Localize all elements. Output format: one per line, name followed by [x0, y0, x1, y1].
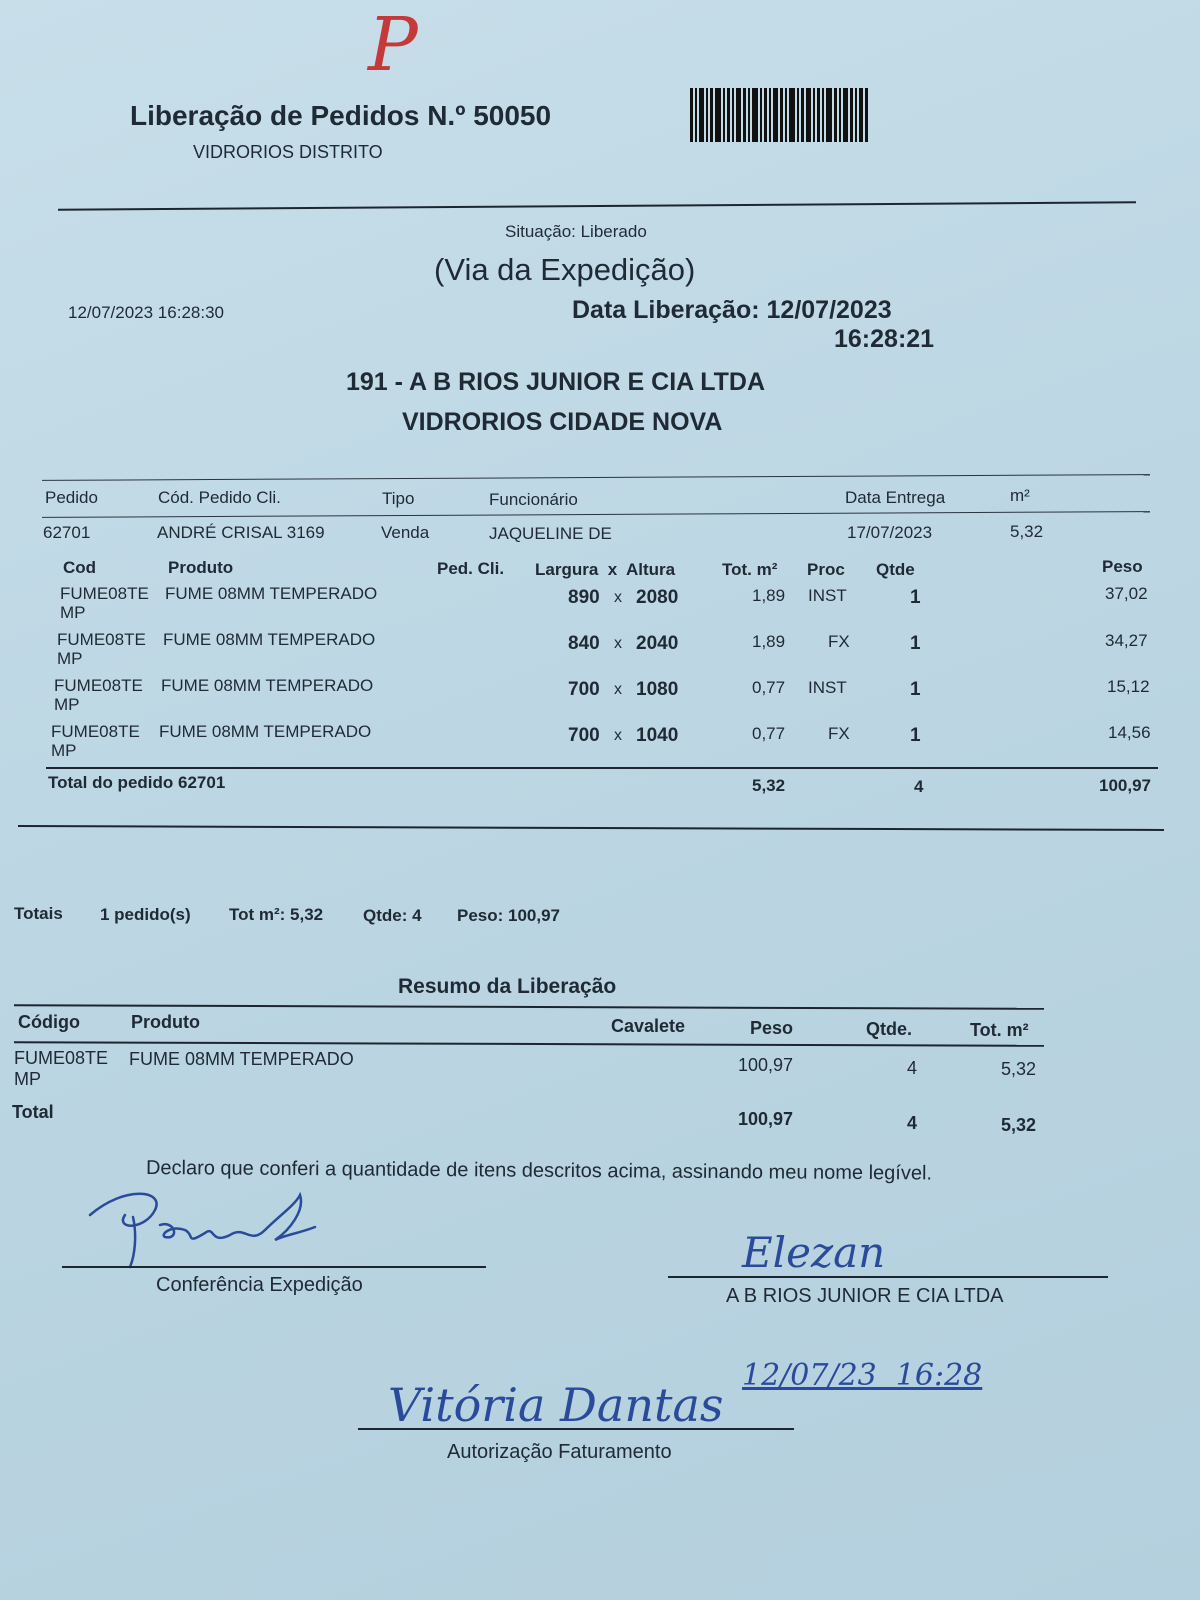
company-name: VIDRORIOS DISTRITO: [193, 142, 383, 162]
col-m2: m²: [1010, 486, 1030, 505]
col-peso: Peso: [1102, 557, 1143, 576]
item-x: x: [614, 589, 622, 606]
summary-tot-m2: 5,32: [1001, 1059, 1037, 1079]
item-x: x: [614, 727, 622, 744]
item-cod: FUME08TE: [54, 676, 143, 695]
item-peso: 34,27: [1105, 631, 1148, 650]
summary-qtde: 4: [907, 1058, 918, 1078]
item-largura: 890: [568, 587, 600, 608]
item-qtde: 1: [910, 587, 921, 608]
header-divider: [58, 201, 1136, 211]
summary-col-produto: Produto: [131, 1012, 200, 1032]
items-total-divider: [46, 767, 1158, 769]
summary-top-divider: [14, 1004, 1044, 1010]
item-altura: 2040: [636, 633, 679, 654]
summary-col-qtde: Qtde.: [866, 1019, 913, 1039]
client-name: 191 - A B RIOS JUNIOR E CIA LTDA: [346, 368, 766, 396]
conferencia-signature-line: [62, 1266, 486, 1268]
release-time: 16:28:21: [834, 325, 935, 353]
item-cod: FUME08TE: [51, 722, 140, 741]
handwritten-datetime: 12/07/23 16:28: [742, 1358, 983, 1393]
summary-title: Resumo da Liberação: [398, 975, 617, 998]
col-funcionario: Funcionário: [489, 490, 578, 509]
item-qtde: 1: [910, 633, 921, 654]
summary-peso: 100,97: [738, 1055, 794, 1075]
item-tot-m2: 1,89: [752, 632, 786, 651]
handwritten-mark: P: [368, 2, 418, 88]
item-cod-suffix: MP: [54, 695, 80, 714]
autorizacao-signature-line: [358, 1428, 794, 1430]
item-altura: 1080: [636, 679, 679, 700]
order-total-m2: 5,32: [752, 776, 786, 795]
totals-peso: Peso: 100,97: [457, 906, 561, 925]
col-produto: Produto: [168, 558, 234, 577]
col-ped-cli: Ped. Cli.: [437, 559, 505, 578]
item-proc: INST: [808, 678, 847, 697]
item-cod-suffix: MP: [60, 603, 86, 622]
document-title: Liberação de Pedidos N.º 50050: [130, 100, 552, 131]
totals-label: Totais: [14, 904, 63, 923]
client-signature-label: A B RIOS JUNIOR E CIA LTDA: [726, 1285, 1004, 1307]
order-header-divider: [42, 511, 1150, 518]
autorizacao-signature: Vitória Dantas: [388, 1378, 724, 1432]
conferencia-label: Conferência Expedição: [156, 1274, 363, 1296]
conferencia-signature: [85, 1185, 345, 1275]
client-signature: Elezan: [742, 1228, 886, 1277]
col-tipo: Tipo: [382, 489, 415, 508]
item-largura: 700: [568, 679, 600, 700]
order-tipo: Venda: [381, 523, 430, 542]
item-altura: 2080: [636, 587, 679, 608]
col-cod: Cod: [63, 558, 97, 577]
totals-m2: Tot m²: 5,32: [229, 905, 324, 924]
order-m2: 5,32: [1010, 522, 1044, 541]
item-peso: 15,12: [1107, 677, 1150, 696]
item-proc: INST: [808, 586, 847, 605]
order-total-peso: 100,97: [1099, 776, 1151, 795]
item-peso: 37,02: [1105, 584, 1148, 603]
item-produto: FUME 08MM TEMPERADO: [165, 584, 378, 603]
barcode: [690, 88, 880, 142]
col-largura-altura: Largura x Altura: [535, 560, 676, 579]
order-total-qtde: 4: [914, 777, 924, 796]
summary-cod-suffix: MP: [14, 1069, 41, 1089]
item-altura: 1040: [636, 725, 679, 746]
item-cod: FUME08TE: [57, 630, 146, 649]
item-x: x: [614, 635, 622, 652]
declaration-text: Declaro que conferi a quantidade de itens descritos acima, assinando meu nome legível.: [145, 1157, 933, 1185]
item-produto: FUME 08MM TEMPERADO: [163, 630, 376, 649]
item-cod-suffix: MP: [51, 741, 77, 760]
summary-header-divider: [14, 1041, 1044, 1047]
item-tot-m2: 0,77: [752, 724, 786, 743]
order-funcionario: JAQUELINE DE: [489, 524, 612, 543]
item-proc: FX: [828, 632, 850, 651]
item-tot-m2: 0,77: [752, 678, 786, 697]
item-largura: 700: [568, 725, 600, 746]
item-qtde: 1: [910, 679, 921, 700]
summary-col-tot-m2: Tot. m²: [970, 1020, 1029, 1040]
col-data-entrega: Data Entrega: [845, 488, 946, 507]
item-qtde: 1: [910, 725, 921, 746]
summary-produto: FUME 08MM TEMPERADO: [129, 1049, 354, 1069]
summary-total-peso: 100,97: [738, 1109, 794, 1129]
summary-cod: FUME08TE: [14, 1048, 109, 1068]
col-proc: Proc: [807, 560, 845, 579]
summary-total-label: Total: [12, 1102, 54, 1122]
item-proc: FX: [828, 724, 850, 743]
summary-total-qtde: 4: [907, 1113, 918, 1133]
item-peso: 14,56: [1108, 723, 1151, 742]
totals-pedidos: 1 pedido(s): [100, 905, 191, 924]
item-tot-m2: 1,89: [752, 586, 786, 605]
col-qtde: Qtde: [876, 560, 915, 579]
col-cod-pedido-cli: Cód. Pedido Cli.: [158, 488, 281, 507]
item-produto: FUME 08MM TEMPERADO: [159, 722, 372, 741]
order-data-entrega: 17/07/2023: [847, 523, 933, 542]
order-total-label: Total do pedido 62701: [48, 773, 226, 792]
summary-col-peso: Peso: [750, 1018, 794, 1038]
summary-col-cavalete: Cavalete: [611, 1016, 686, 1036]
order-pedido: 62701: [43, 523, 91, 542]
status-text: Situação: Liberado: [505, 222, 647, 241]
order-cod-pedido-cli: ANDRÉ CRISAL 3169: [157, 523, 325, 542]
item-produto: FUME 08MM TEMPERADO: [161, 676, 374, 695]
item-cod: FUME08TE: [60, 584, 149, 603]
totals-qtde: Qtde: 4: [363, 906, 422, 925]
item-x: x: [614, 681, 622, 698]
print-datetime: 12/07/2023 16:28:30: [68, 303, 224, 322]
summary-col-codigo: Código: [18, 1012, 80, 1032]
release-date: Data Liberação: 12/07/2023: [572, 296, 892, 324]
item-largura: 840: [568, 633, 600, 654]
autorizacao-label: Autorização Faturamento: [447, 1441, 672, 1463]
order-table-top: [42, 474, 1150, 481]
summary-total-tot-m2: 5,32: [1001, 1115, 1037, 1135]
client-signature-line: [668, 1276, 1108, 1278]
via-text: (Via da Expedição): [434, 252, 696, 287]
col-pedido: Pedido: [45, 488, 98, 507]
col-tot-m2: Tot. m²: [722, 560, 778, 579]
section-divider: [18, 825, 1164, 831]
item-cod-suffix: MP: [57, 649, 83, 668]
client-store: VIDRORIOS CIDADE NOVA: [402, 408, 723, 436]
